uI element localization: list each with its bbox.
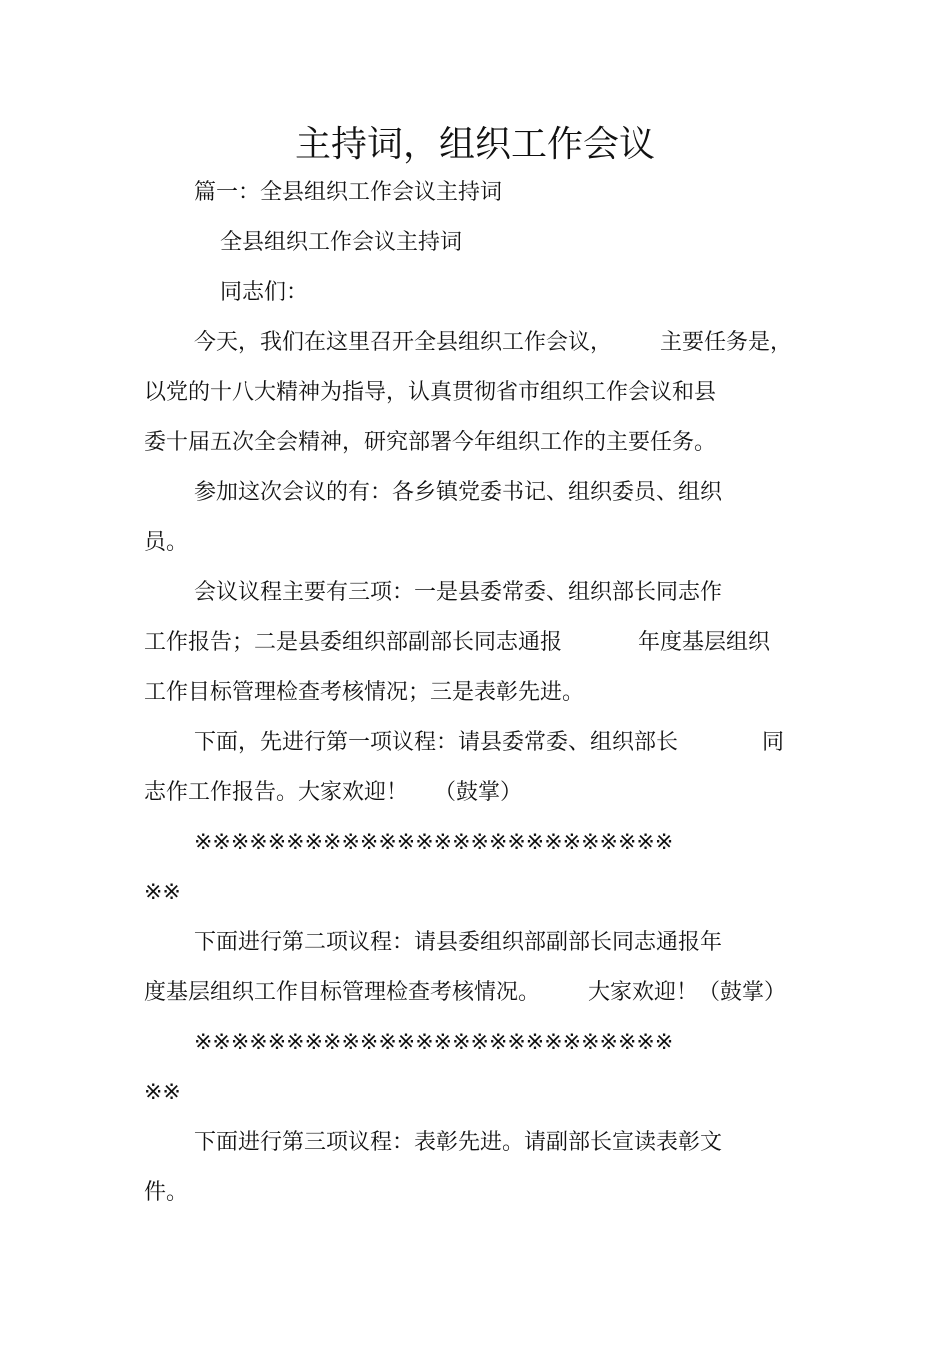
paragraph-line: 参加这次会议的有：各乡镇党委书记、组织委员、组织 bbox=[194, 480, 723, 505]
salutation: 同志们： bbox=[220, 280, 309, 305]
document-title: 主持词，组织工作会议 bbox=[294, 124, 655, 165]
text-segment: 工作报告；二是县委组织部副部长同志通报 bbox=[144, 630, 563, 655]
text-segment: 今天，我们在这里召开全县组织工作会议， bbox=[194, 330, 613, 355]
paragraph-line: 委十届五次全会精神，研究部署今年组织工作的主要任务。 bbox=[144, 430, 717, 455]
paragraph-line bbox=[194, 328, 792, 358]
paragraph-line bbox=[144, 778, 522, 808]
text-segment: （鼓掌） bbox=[434, 780, 523, 805]
paragraph-line: 会议议程主要有三项：一是县委常委、组织部长同志作 bbox=[194, 580, 723, 605]
paragraph-line bbox=[144, 978, 786, 1008]
paragraph-line: 以党的十八大精神为指导，认真贯彻省市组织工作会议和县 bbox=[144, 380, 717, 405]
text-segment: 主要任务是， bbox=[660, 330, 793, 355]
speech-heading: 全县组织工作会议主持词 bbox=[220, 230, 463, 255]
paragraph-line: 件。 bbox=[144, 1180, 189, 1205]
paragraph-line: 工作目标管理检查考核情况；三是表彰先进。 bbox=[144, 680, 585, 705]
text-segment: 度基层组织工作目标管理检查考核情况。 bbox=[144, 980, 541, 1005]
paragraph-line: 员。 bbox=[144, 530, 189, 555]
paragraph-line: 下面进行第三项议程：表彰先进。请副部长宣读表彰文 bbox=[194, 1130, 723, 1155]
paragraph-line bbox=[144, 628, 770, 658]
separator-line: ※※※※※※※※※※※※※※※※※※※※※※※※※※ bbox=[194, 830, 674, 855]
separator-line: ※※ bbox=[144, 880, 181, 905]
text-segment: 同 bbox=[762, 730, 785, 755]
text-segment: 下面，先进行第一项议程：请县委常委、组织部长 bbox=[194, 730, 679, 755]
separator-line: ※※※※※※※※※※※※※※※※※※※※※※※※※※ bbox=[194, 1030, 674, 1055]
text-segment: 大家欢迎！（鼓掌） bbox=[588, 980, 787, 1005]
separator-line: ※※ bbox=[144, 1080, 181, 1105]
text-segment: 志作工作报告。大家欢迎！ bbox=[144, 780, 409, 805]
paragraph-line: 下面进行第二项议程：请县委组织部副部长同志通报年 bbox=[194, 930, 723, 955]
text-segment: 年度基层组织 bbox=[638, 630, 771, 655]
paragraph-line bbox=[194, 728, 784, 758]
section-heading: 篇一：全县组织工作会议主持词 bbox=[194, 180, 503, 205]
